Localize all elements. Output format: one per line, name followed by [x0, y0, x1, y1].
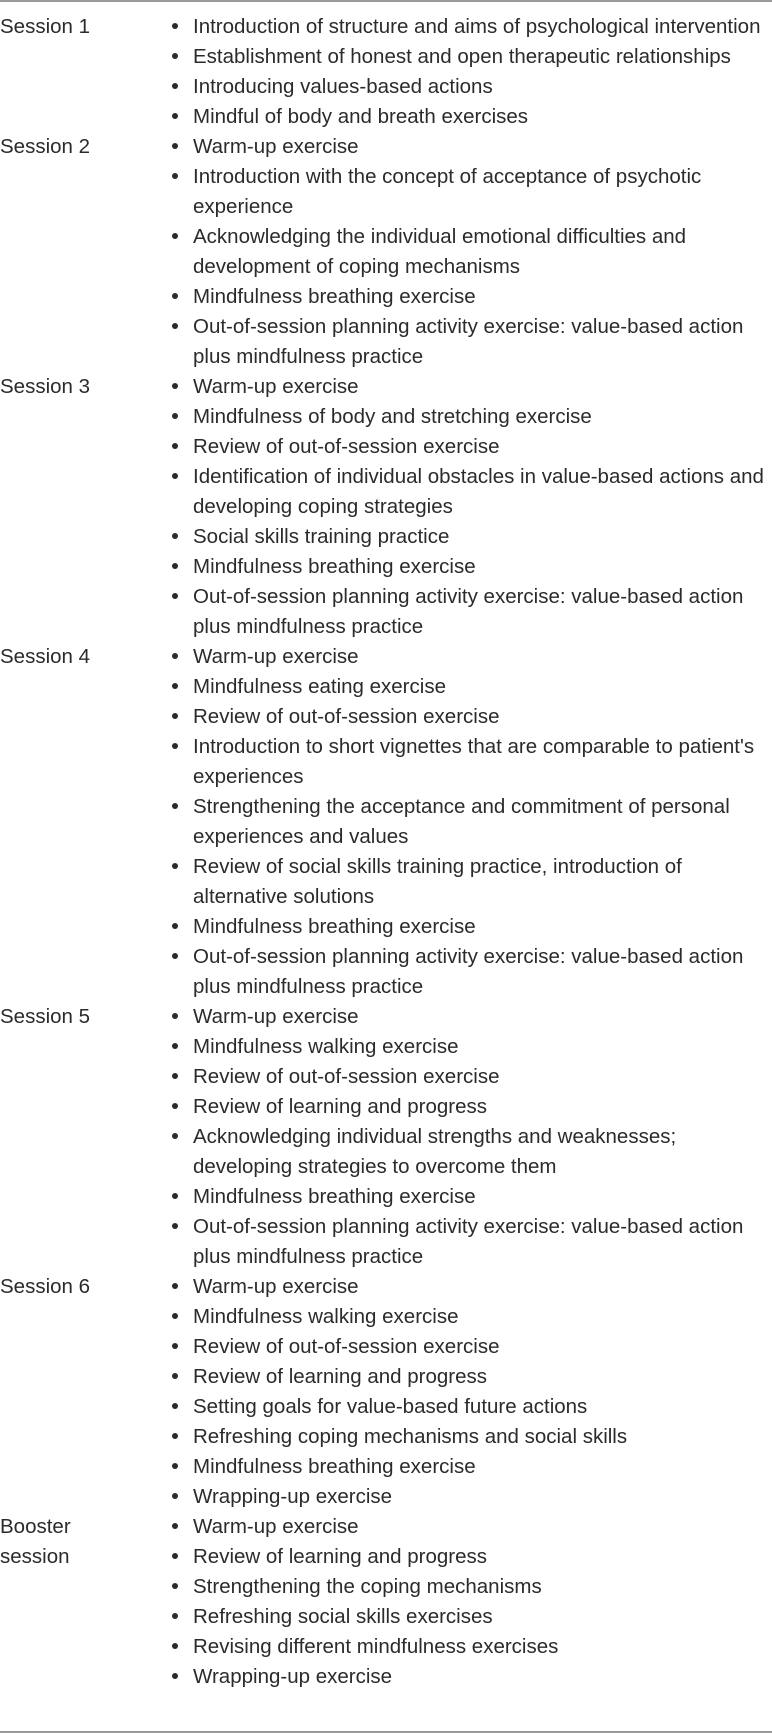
session-item-text: Social skills training practice	[193, 525, 450, 548]
session-item	[193, 282, 772, 312]
session-item-text: Introduction of structure and aims of psychological intervention	[193, 15, 761, 38]
session-item-text: Mindfulness eating exercise	[193, 675, 446, 698]
session-items	[0, 132, 772, 372]
bullet-icon	[169, 72, 181, 102]
session-item	[193, 1302, 772, 1332]
bullet-icon	[169, 732, 181, 762]
session-item	[193, 72, 772, 102]
bullet-icon	[169, 372, 181, 402]
session-item	[193, 1062, 772, 1092]
bullet-icon	[169, 1632, 181, 1662]
session-item	[193, 42, 772, 72]
session-item	[193, 1212, 772, 1272]
bullet-icon	[169, 1002, 181, 1032]
session-item-text: Refreshing social skills exercises	[193, 1605, 493, 1628]
session-item	[193, 672, 772, 702]
bullet-icon	[169, 12, 181, 42]
session-item-text: Mindfulness of body and stretching exercise	[193, 405, 592, 428]
session-row	[0, 1512, 772, 1692]
bullet-icon	[169, 672, 181, 702]
session-item-text: Revising different mindfulness exercises	[193, 1635, 559, 1658]
bullet-icon	[169, 162, 181, 192]
session-item-text: Wrapping-up exercise	[193, 1665, 393, 1688]
session-item	[193, 1482, 772, 1512]
session-item	[193, 462, 772, 522]
bullet-icon	[169, 1572, 181, 1602]
session-item	[193, 102, 772, 132]
session-item-text: Review of out-of-session exercise	[193, 1065, 500, 1088]
session-item-text: Review of out-of-session exercise	[193, 435, 500, 458]
session-item	[193, 582, 772, 642]
session-item	[193, 1392, 772, 1422]
bullet-icon	[169, 222, 181, 252]
session-items	[0, 372, 772, 642]
bullet-icon	[169, 132, 181, 162]
session-item	[193, 402, 772, 432]
session-item-text: Warm-up exercise	[193, 1005, 359, 1028]
session-item	[193, 522, 772, 552]
bullet-icon	[169, 1182, 181, 1212]
bullet-icon	[169, 702, 181, 732]
session-item-text: Mindfulness breathing exercise	[193, 555, 476, 578]
bullet-icon	[169, 312, 181, 342]
session-name: Session 1	[0, 15, 91, 38]
session-item	[193, 1002, 772, 1032]
session-item-text: Acknowledging the individual emotional difficulties and development of coping mechanisms	[193, 225, 687, 278]
session-item	[193, 1512, 772, 1542]
bullet-icon	[169, 1512, 181, 1542]
session-row	[0, 1272, 772, 1512]
session-item	[193, 372, 772, 402]
bullet-icon	[169, 1422, 181, 1452]
session-item-text: Establishment of honest and open therapeutic relationships	[193, 45, 731, 68]
session-item-text: Warm-up exercise	[193, 1515, 359, 1538]
session-item-text: Mindfulness breathing exercise	[193, 1185, 476, 1208]
bullet-icon	[169, 582, 181, 612]
session-row	[0, 12, 772, 132]
session-item	[193, 1182, 772, 1212]
session-item-text: Warm-up exercise	[193, 645, 359, 668]
session-item-text: Warm-up exercise	[193, 135, 359, 158]
session-item-text: Warm-up exercise	[193, 375, 359, 398]
session-item-text: Out-of-session planning activity exercise: value-based action plus mindfulness practice	[193, 945, 744, 998]
bullet-icon	[169, 552, 181, 582]
bullet-icon	[169, 792, 181, 822]
session-item	[193, 942, 772, 1002]
session-name: Session 6	[0, 1275, 91, 1298]
session-item-text: Review of learning and progress	[193, 1095, 487, 1118]
session-item-text: Wrapping-up exercise	[193, 1485, 393, 1508]
bullet-icon	[169, 282, 181, 312]
session-row	[0, 372, 772, 642]
bullet-icon	[169, 1362, 181, 1392]
bullet-icon	[169, 1332, 181, 1362]
session-item	[193, 1332, 772, 1362]
session-item-text: Strengthening the acceptance and commitment of personal experiences and values	[193, 795, 730, 848]
session-item	[193, 312, 772, 372]
session-item	[193, 1422, 772, 1452]
session-item	[193, 432, 772, 462]
session-items	[0, 1002, 772, 1272]
bullet-icon	[169, 462, 181, 492]
session-item	[193, 732, 772, 792]
session-name: Session 3	[0, 375, 91, 398]
session-item	[193, 1632, 772, 1662]
bullet-icon	[169, 1662, 181, 1692]
session-item-text: Warm-up exercise	[193, 1275, 359, 1298]
session-row	[0, 132, 772, 372]
session-item	[193, 1662, 772, 1692]
session-item	[193, 1092, 772, 1122]
session-item	[193, 222, 772, 282]
session-item	[193, 162, 772, 222]
bullet-icon	[169, 642, 181, 672]
session-item-text: Out-of-session planning activity exercise: value-based action plus mindfulness practice	[193, 1215, 744, 1268]
session-item-text: Strengthening the coping mechanisms	[193, 1575, 542, 1598]
bullet-icon	[169, 1272, 181, 1302]
bullet-icon	[169, 1212, 181, 1242]
bullet-icon	[169, 1302, 181, 1332]
session-item-text: Mindfulness breathing exercise	[193, 915, 476, 938]
session-item	[193, 12, 772, 42]
session-item-text: Review of social skills training practice, introduction of alternative solutions	[193, 855, 682, 908]
bullet-icon	[169, 432, 181, 462]
session-item-text: Out-of-session planning activity exercise: value-based action plus mindfulness practice	[193, 585, 744, 638]
session-item-text: Mindfulness walking exercise	[193, 1305, 459, 1328]
session-item	[193, 1272, 772, 1302]
session-item	[193, 1122, 772, 1182]
session-item-text: Mindfulness breathing exercise	[193, 1455, 476, 1478]
bullet-icon	[169, 852, 181, 882]
bullet-icon	[169, 1392, 181, 1422]
session-item-text: Mindful of body and breath exercises	[193, 105, 529, 128]
session-item-text: Out-of-session planning activity exercise: value-based action plus mindfulness practice	[193, 315, 744, 368]
bullet-icon	[169, 942, 181, 972]
session-item-text: Mindfulness breathing exercise	[193, 285, 476, 308]
session-item-text: Introduction with the concept of acceptance of psychotic experience	[193, 165, 702, 218]
session-item	[193, 1452, 772, 1482]
session-name: Session 2	[0, 135, 91, 158]
session-items	[0, 1272, 772, 1512]
session-item-text: Setting goals for value-based future actions	[193, 1395, 588, 1418]
session-item	[193, 912, 772, 942]
bullet-icon	[169, 402, 181, 432]
bullet-icon	[169, 1542, 181, 1572]
session-item	[193, 552, 772, 582]
bullet-icon	[169, 1122, 181, 1152]
session-row	[0, 1002, 772, 1272]
bullet-icon	[169, 1482, 181, 1512]
bullet-icon	[169, 1092, 181, 1122]
session-name: Booster session	[0, 1515, 71, 1568]
session-name: Session 5	[0, 1005, 91, 1028]
session-item-text: Review of learning and progress	[193, 1365, 487, 1388]
bullet-icon	[169, 1062, 181, 1092]
session-item-text: Introducing values-based actions	[193, 75, 493, 98]
session-item	[193, 642, 772, 672]
bullet-icon	[169, 522, 181, 552]
session-name: Session 4	[0, 645, 91, 668]
session-item-text: Review of learning and progress	[193, 1545, 487, 1568]
session-row	[0, 642, 772, 1002]
session-items	[0, 642, 772, 1002]
session-item-text: Review of out-of-session exercise	[193, 705, 500, 728]
session-item	[193, 702, 772, 732]
bullet-icon	[169, 912, 181, 942]
session-item	[193, 852, 772, 912]
session-item-text: Acknowledging individual strengths and weaknesses; developing strategies to overcome them	[193, 1125, 677, 1178]
session-item	[193, 792, 772, 852]
bullet-icon	[169, 102, 181, 132]
session-item-text: Identification of individual obstacles in value-based actions and developing coping strategies	[193, 465, 764, 518]
bullet-icon	[169, 1452, 181, 1482]
session-item-text: Introduction to short vignettes that are comparable to patient's experiences	[193, 735, 755, 788]
session-item	[193, 1542, 772, 1572]
session-items	[0, 1512, 772, 1692]
session-item	[193, 1032, 772, 1062]
bullet-icon	[169, 1032, 181, 1062]
session-item-text: Mindfulness walking exercise	[193, 1035, 459, 1058]
session-item	[193, 1602, 772, 1632]
bullet-icon	[169, 42, 181, 72]
session-item	[193, 1362, 772, 1392]
bullet-icon	[169, 1602, 181, 1632]
session-item	[193, 1572, 772, 1602]
session-item	[193, 132, 772, 162]
session-item-text: Review of out-of-session exercise	[193, 1335, 500, 1358]
session-item-text: Refreshing coping mechanisms and social skills	[193, 1425, 628, 1448]
